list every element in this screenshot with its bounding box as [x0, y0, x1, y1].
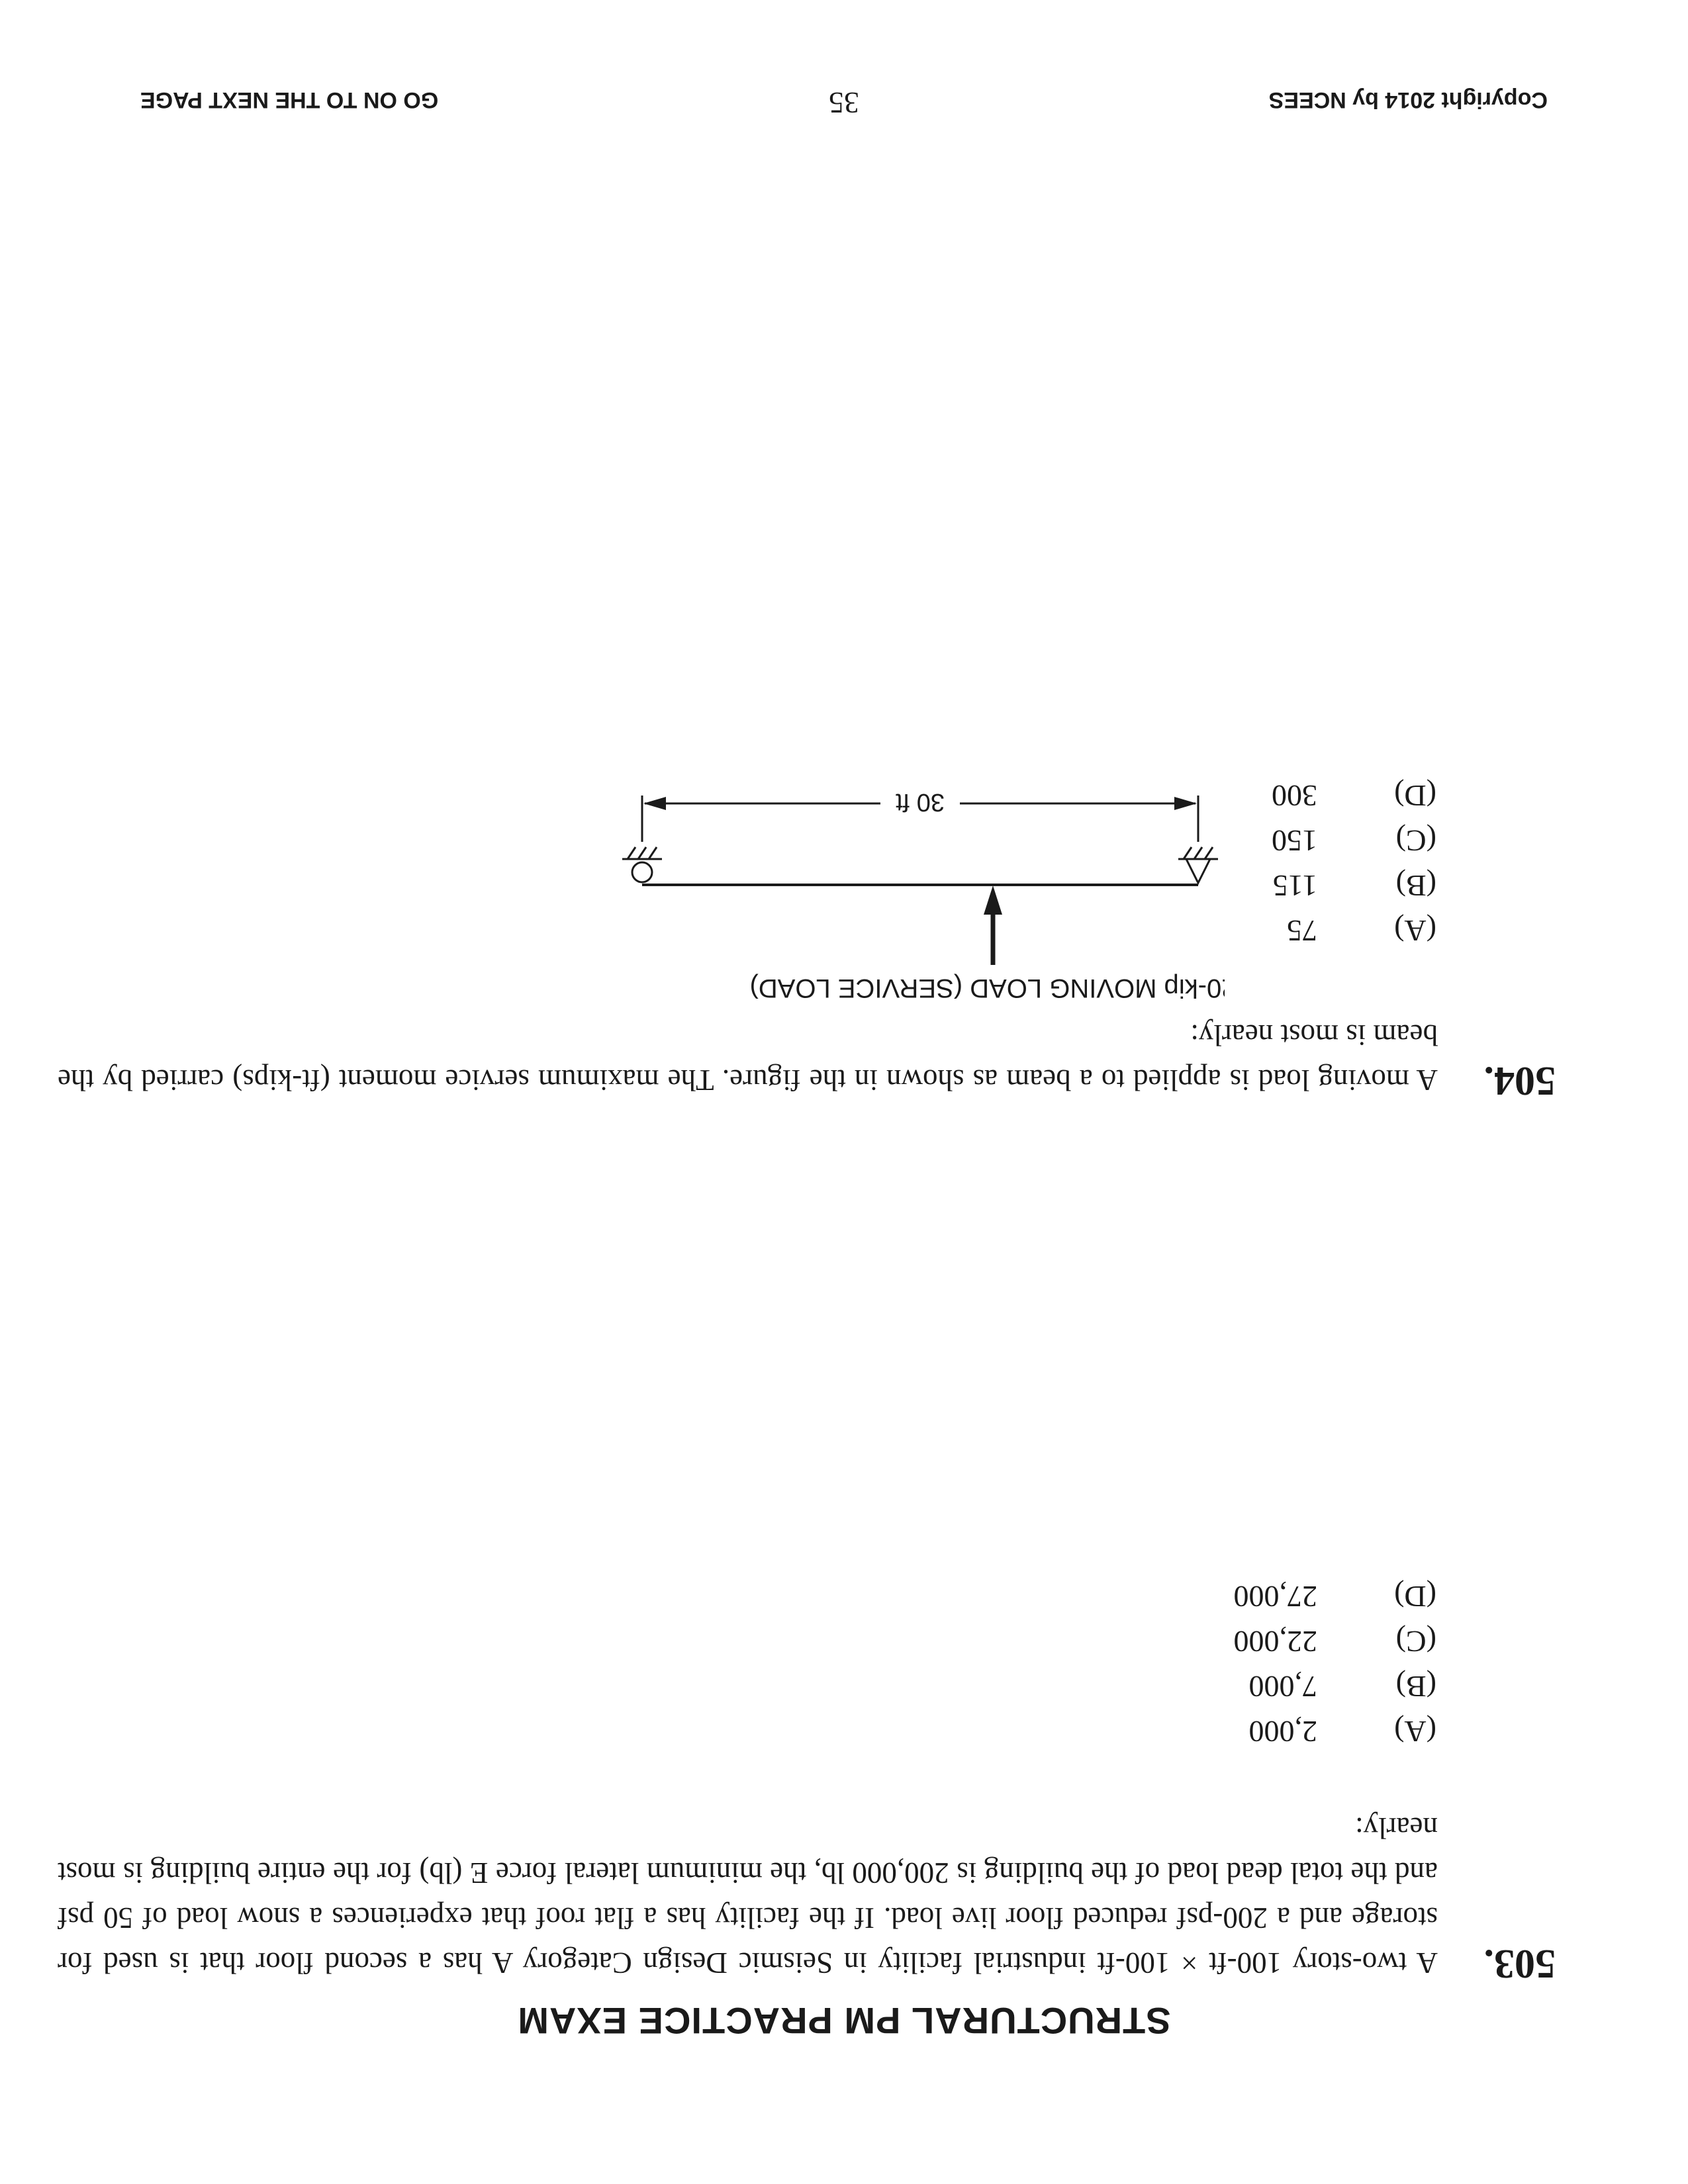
- question-text: A two-story 100-ft × 100-ft industrial facility in Seismic Design Category A has a second floor that is used for storage and a 200-psf reduced floor live load. If the facility has a flat roof that experiences a snow load of 50 psf and the total dead load of the building is 200,000 lb, the minimum lateral force E (lb) for the entire building is most nearly:: [58, 1811, 1438, 1979]
- page-number: 35: [829, 86, 859, 120]
- continue-notice: GO ON TO THE NEXT PAGE: [140, 87, 439, 113]
- page-title: STRUCTURAL PM PRACTICE EXAM: [517, 2000, 1171, 2042]
- choice-letter: (A): [1394, 1715, 1436, 1749]
- answer-choice-a: [1234, 1709, 1437, 1754]
- choice-value: 22,000: [1233, 1625, 1317, 1659]
- beam-figure: [430, 685, 1225, 1006]
- question-number: 504.: [1483, 1058, 1556, 1103]
- choice-value: 115: [1272, 869, 1317, 903]
- choice-letter: (B): [1395, 869, 1436, 903]
- question-text: A moving load is applied to a beam as shown in the figure. The maximum service moment (ft-kips) carried by the beam is most nearly:: [58, 1019, 1438, 1097]
- answer-choice-d: [1234, 1574, 1437, 1619]
- choice-value: 2,000: [1248, 1715, 1317, 1749]
- answer-choice-c: [1234, 1619, 1437, 1664]
- copyright-notice: Copyright 2014 by NCEES: [1268, 87, 1548, 113]
- beam-diagram: [430, 688, 1225, 1006]
- choice-value: 300: [1272, 779, 1317, 813]
- choice-letter: (C): [1395, 1625, 1436, 1659]
- choice-letter: (B): [1395, 1670, 1436, 1704]
- choice-value: 75: [1287, 914, 1317, 948]
- choice-letter: (C): [1395, 824, 1436, 858]
- choice-letter: (D): [1394, 779, 1436, 813]
- pin-support: [1178, 847, 1218, 883]
- roller-support: [622, 847, 662, 882]
- choice-letter: (A): [1394, 914, 1436, 948]
- load-label: 20-kip MOVING LOAD (SERVICE LOAD): [749, 974, 1225, 1003]
- answer-choice-c: [1272, 818, 1436, 863]
- load-arrow: [984, 886, 1002, 965]
- answer-choice-b: [1234, 1664, 1437, 1709]
- choice-value: 27,000: [1233, 1580, 1317, 1614]
- answer-choice-a: [1272, 908, 1436, 953]
- choice-letter: (D): [1394, 1580, 1436, 1614]
- choice-value: 150: [1272, 824, 1317, 858]
- answer-choice-d: [1272, 773, 1436, 818]
- answer-choice-b: [1272, 863, 1436, 908]
- answer-choices: [1234, 1574, 1437, 1754]
- answer-choices: [1272, 773, 1436, 953]
- choice-value: 7,000: [1248, 1670, 1317, 1704]
- question-number: 503.: [1483, 1941, 1556, 1986]
- span-label: 30 ft: [896, 788, 945, 816]
